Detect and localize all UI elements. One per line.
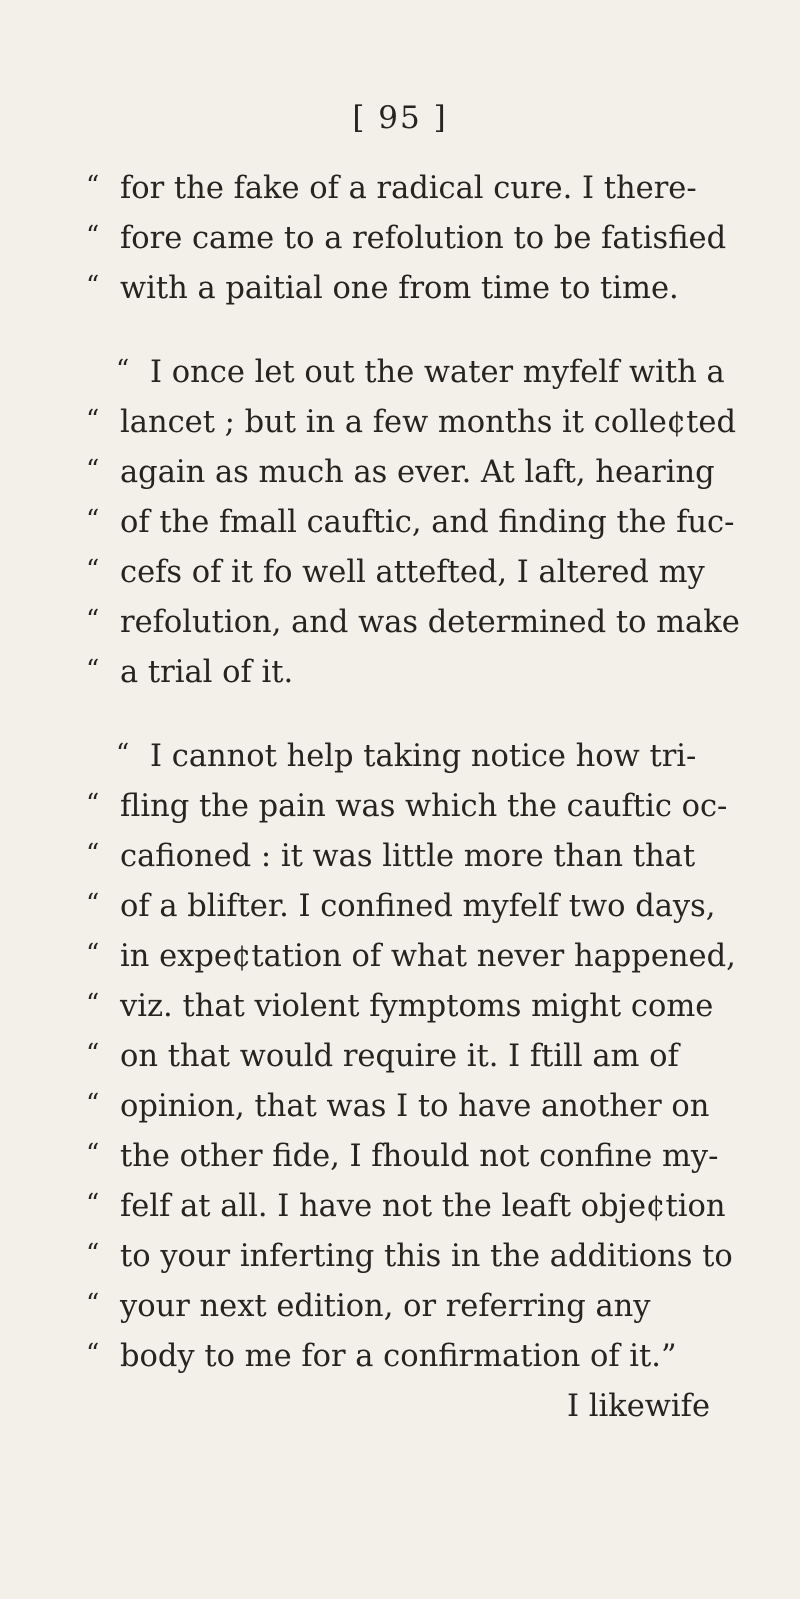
line-text: felf at all. I have not the leaft obje¢tion [120, 1189, 726, 1224]
text-line [0, 1082, 800, 1132]
text-line [0, 982, 800, 1032]
line-text: lancet ; but in a few months it colle¢ted [120, 405, 736, 440]
catchword: I likewife [567, 1389, 710, 1424]
text-line [0, 732, 800, 782]
line-text: in expe¢tation of what never happened, [120, 939, 736, 974]
page-number-header: [ 95 ] [352, 100, 448, 136]
text-line [0, 1032, 800, 1082]
text-line [0, 498, 800, 548]
quote-mark: “ [86, 271, 100, 301]
line-text: I once let out the water myfelf with a [150, 355, 725, 390]
quote-mark: “ [86, 555, 100, 585]
quote-mark: “ [86, 1189, 100, 1219]
text-line [0, 932, 800, 982]
line-text: with a paitial one from time to time. [120, 271, 679, 306]
quote-mark: “ [86, 1289, 100, 1319]
text-line [0, 598, 800, 648]
quote-mark: “ [116, 739, 130, 769]
quote-mark: “ [86, 171, 100, 201]
quote-mark: “ [86, 655, 100, 685]
line-text: opinion, that was I to have another on [120, 1089, 710, 1124]
quote-mark: “ [86, 789, 100, 819]
quote-mark: “ [86, 1239, 100, 1269]
text-line [0, 214, 800, 264]
line-text: viz. that violent fymptoms might come [120, 989, 714, 1024]
quote-mark: “ [86, 505, 100, 535]
line-text: your next edition, or referring any [120, 1289, 651, 1324]
line-text: again as much as ever. At laft, hearing [120, 455, 715, 490]
quote-mark: “ [86, 605, 100, 635]
quote-mark: “ [86, 989, 100, 1019]
quote-mark: “ [86, 405, 100, 435]
text-line [0, 1232, 800, 1282]
line-text: to your inferting this in the additions to [120, 1239, 733, 1274]
line-text: of a blifter. I confined myfelf two days, [120, 889, 716, 924]
quote-mark: “ [86, 889, 100, 919]
quote-mark: “ [86, 1339, 100, 1369]
text-line [0, 1332, 800, 1382]
quote-mark: “ [86, 1039, 100, 1069]
line-text: of the fmall cauftic, and finding the fuc- [120, 505, 735, 540]
text-line [0, 1132, 800, 1182]
quote-mark: “ [86, 839, 100, 869]
text-line [0, 448, 800, 498]
quote-mark: “ [86, 221, 100, 251]
text-line [0, 1182, 800, 1232]
text-line [0, 648, 800, 698]
text-line [0, 548, 800, 598]
line-text: fore came to a refolution to be fatisfied [120, 221, 727, 256]
text-line [0, 882, 800, 932]
line-text: cafioned : it was little more than that [120, 839, 696, 874]
line-text: body to me for a confirmation of it.” [120, 1339, 677, 1374]
text-line [0, 398, 800, 448]
line-text: fling the pain was which the cauftic oc- [120, 789, 728, 824]
quote-mark: “ [86, 939, 100, 969]
quote-mark: “ [116, 355, 130, 385]
line-text: a trial of it. [120, 655, 294, 690]
line-text: for the fake of a radical cure. I there- [120, 171, 697, 206]
text-line [0, 264, 800, 314]
line-text: refolution, and was determined to make [120, 605, 740, 640]
line-text: cefs of it fo well attefted, I altered my [120, 555, 705, 590]
text-line [0, 832, 800, 882]
text-line [0, 348, 800, 398]
text-line [0, 164, 800, 214]
quote-mark: “ [86, 1089, 100, 1119]
line-text: I cannot help taking notice how tri- [150, 739, 697, 774]
text-line [0, 1282, 800, 1332]
quote-mark: “ [86, 1139, 100, 1169]
line-text: the other fide, I fhould not confine my- [120, 1139, 719, 1174]
line-text: on that would require it. I ftill am of [120, 1039, 679, 1074]
text-line [0, 782, 800, 832]
quote-mark: “ [86, 455, 100, 485]
